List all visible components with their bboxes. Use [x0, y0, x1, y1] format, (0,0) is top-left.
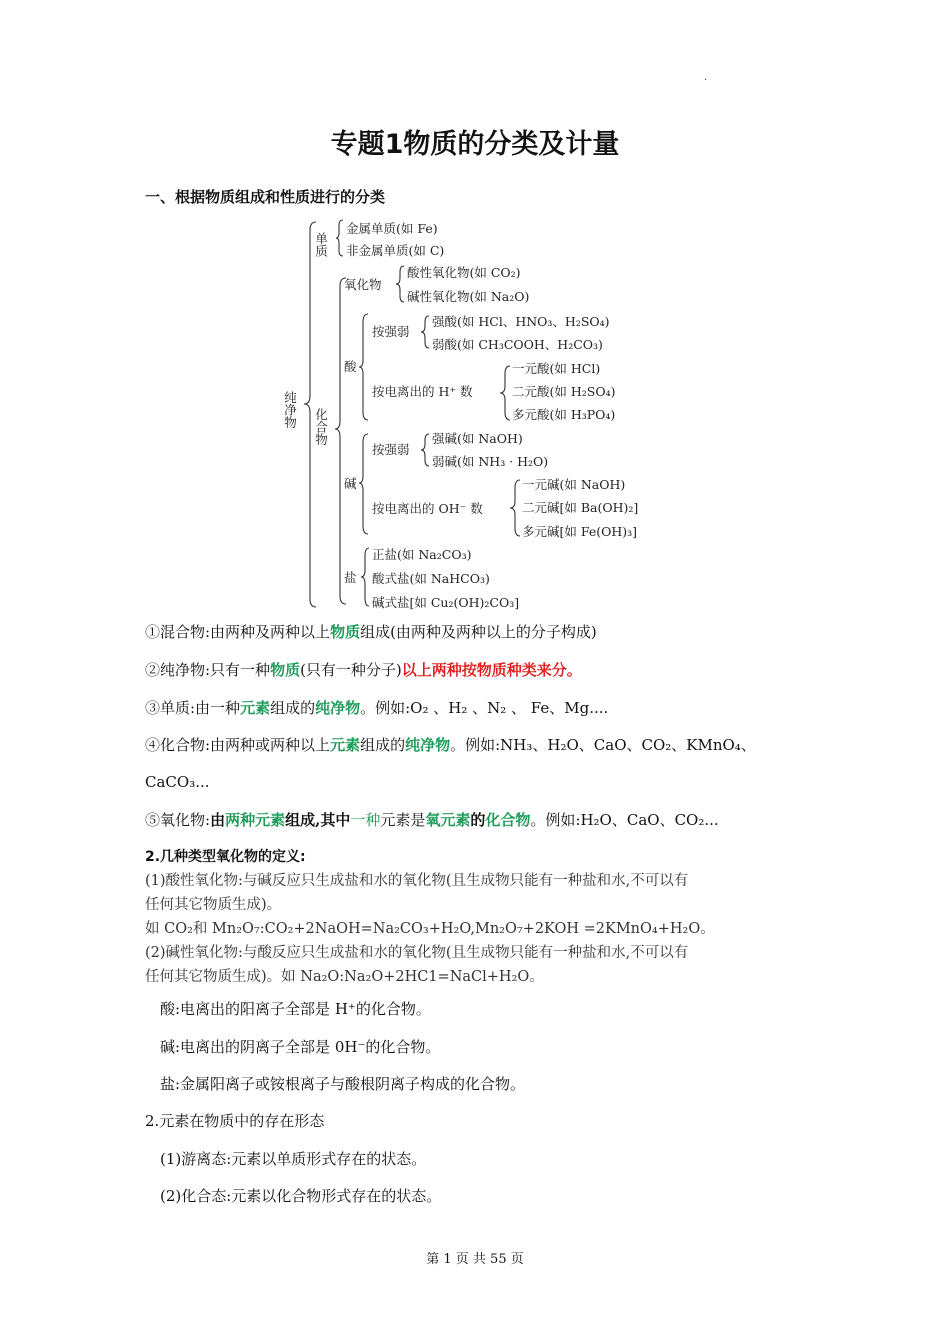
- section2-line-3: 如 CO₂和 Mn₂O₇:CO₂+2NaOH=Na₂CO₃+H₂O,Mn₂O₇+2KOH =2KMnO₄+H₂O。: [145, 921, 715, 937]
- base-strength-item-1: 强碱(如 NaOH): [432, 431, 523, 446]
- oxide-brace: [396, 266, 404, 302]
- acid-brace: [359, 314, 368, 420]
- salt-brace: [361, 548, 369, 606]
- page-footer: 第 1 页 共 55 页: [426, 1252, 524, 1267]
- section1-heading: 一、根据物质组成和性质进行的分类: [145, 188, 386, 206]
- huahewu-label: 化合物: [313, 408, 329, 446]
- def-oxide: ⑤氧化物:由两种元素组成,其中一种元素是氧元素的化合物。例如:H₂O、CaO、CO₂...: [145, 811, 719, 829]
- acid-h-item-3: 多元酸(如 H₃PO₄): [512, 407, 616, 422]
- base-oh-label: 按电离出的 OH⁻ 数: [372, 501, 483, 516]
- danzhi-label: 单质: [313, 232, 329, 257]
- section2-line-1: (1)酸性氧化物:与碱反应只生成盐和水的氧化物(且生成物只能有一种盐和水,不可以有: [145, 873, 689, 889]
- base-brace: [359, 434, 368, 534]
- acid-h-item-1: 一元酸(如 HCl): [512, 361, 601, 376]
- acid-strength-brace: [421, 316, 429, 348]
- def-element: ③单质:由一种元素组成的纯净物。例如:O₂ 、H₂ 、N₂ 、 Fe、Mg....: [145, 699, 609, 717]
- danzhi-item-2: 非金属单质(如 C): [346, 243, 445, 258]
- acid-label: 酸: [344, 359, 357, 374]
- danzhi-item-1: 金属单质(如 Fe): [346, 221, 438, 236]
- base-oh-brace: [510, 480, 520, 536]
- acid-strength-item-1: 强酸(如 HCl、HNO₃、H₂SO₄): [432, 314, 610, 329]
- header-mark: .: [704, 72, 708, 83]
- classification-tree: [280, 216, 680, 611]
- section2-line-5: 任何其它物质生成)。如 Na₂O:Na₂O+2HC1=NaCl+H₂O。: [145, 969, 544, 985]
- danzhi-brace: [336, 220, 343, 256]
- def-compound: ④化合物:由两种或两种以上元素组成的纯净物。例如:NH₃、H₂O、CaO、CO₂、KMnO₄、: [145, 736, 756, 754]
- section3-heading: 2.元素在物质中的存在形态: [145, 1112, 325, 1130]
- acid-def: 酸:电离出的阳离子全部是 H⁺的化合物。: [160, 1000, 431, 1018]
- acid-strength-label: 按强弱: [372, 324, 410, 339]
- acid-h-label: 按电离出的 H⁺ 数: [372, 384, 473, 399]
- section3-line-1: (1)游离态:元素以单质形式存在的状态。: [160, 1150, 427, 1168]
- section3-line-2: (2)化合态:元素以化合物形式存在的状态。: [160, 1187, 442, 1205]
- def-compound-cont: CaCO₃...: [145, 773, 210, 791]
- oxide-label: 氧化物: [344, 277, 382, 292]
- root-label: 纯净物: [282, 391, 298, 429]
- base-strength-brace: [421, 434, 429, 466]
- salt-def: 盐:金属阳离子或铵根离子与酸根阴离子构成的化合物。: [160, 1075, 526, 1093]
- salt-item-3: 碱式盐[如 Cu₂(OH)₂CO₃]: [372, 595, 520, 610]
- acid-h-item-2: 二元酸(如 H₂SO₄): [512, 384, 616, 399]
- salt-item-2: 酸式盐(如 NaHCO₃): [372, 571, 490, 586]
- base-strength-label: 按强弱: [372, 442, 410, 457]
- base-oh-item-3: 多元碱[如 Fe(OH)₃]: [522, 524, 638, 539]
- base-strength-item-2: 弱碱(如 NH₃ · H₂O): [432, 454, 549, 469]
- def-mixture: ①混合物:由两种及两种以上物质组成(由两种及两种以上的分子构成): [145, 623, 597, 641]
- page-title: 专题1物质的分类及计量: [330, 129, 620, 160]
- base-def: 碱:电离出的阴离子全部是 0H⁻的化合物。: [160, 1038, 441, 1056]
- salt-label: 盐: [344, 570, 357, 585]
- section2-line-4: (2)碱性氧化物:与酸反应只生成盐和水的氧化物(且生成物只能有一种盐和水,不可以有: [145, 945, 689, 961]
- oxide-item-1: 酸性氧化物(如 CO₂): [407, 265, 521, 280]
- acid-strength-item-2: 弱酸(如 CH₃COOH、H₂CO₃): [432, 337, 603, 352]
- def-pure: ②纯净物:只有一种物质(只有一种分子)以上两种按物质种类来分。: [145, 661, 582, 679]
- section2-line-2: 任何其它物质生成)。: [145, 897, 282, 913]
- oxide-item-2: 碱性氧化物(如 Na₂O): [407, 289, 530, 304]
- huahewu-brace: [335, 278, 346, 604]
- acid-h-brace: [500, 366, 510, 420]
- salt-item-1: 正盐(如 Na₂CO₃): [372, 547, 472, 562]
- section2-heading: 2.几种类型氧化物的定义:: [145, 849, 306, 865]
- base-oh-item-2: 二元碱[如 Ba(OH)₂]: [522, 500, 639, 515]
- base-label: 碱: [344, 476, 357, 491]
- base-oh-item-1: 一元碱(如 NaOH): [522, 477, 626, 492]
